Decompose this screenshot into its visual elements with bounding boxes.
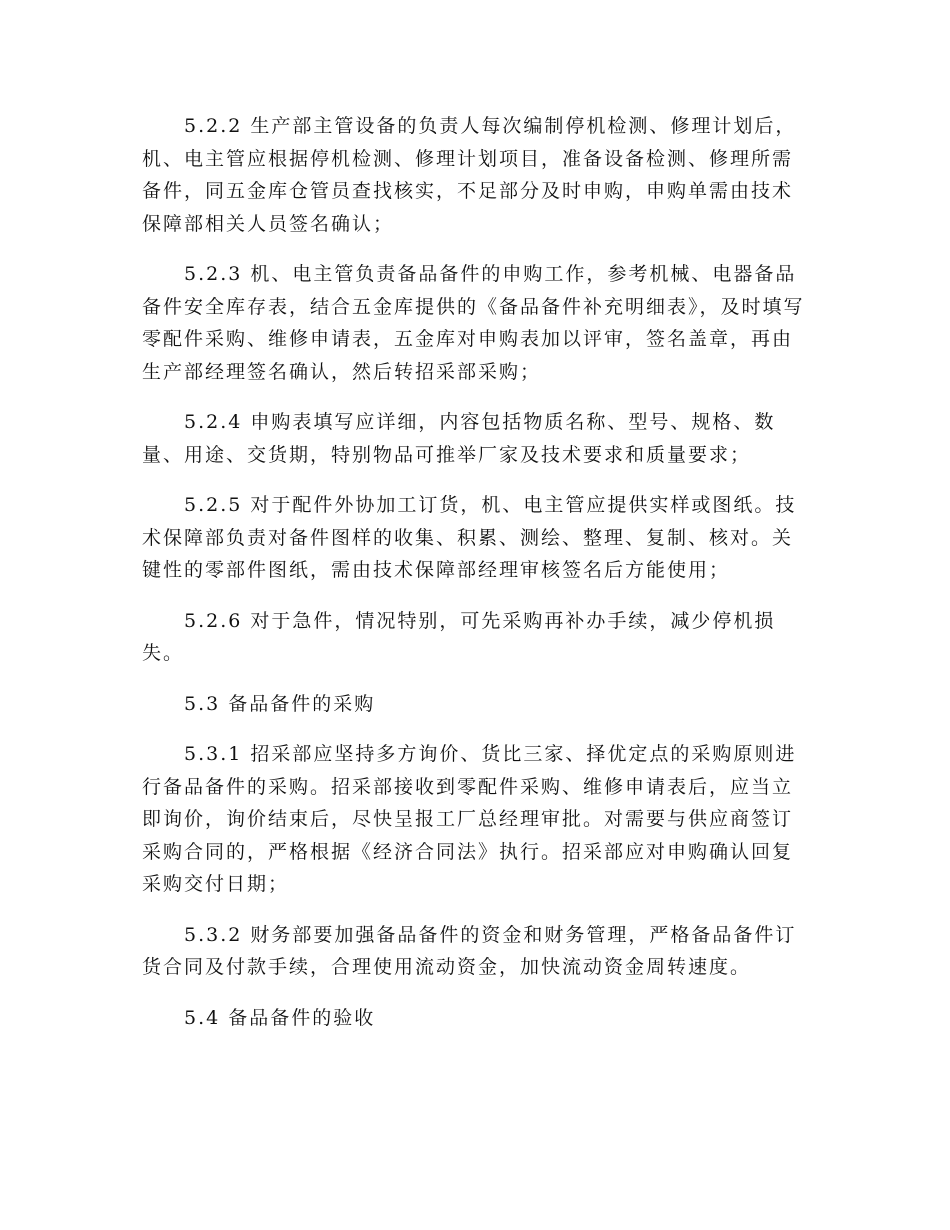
section-heading-5-3: 5.3 备品备件的采购 [184, 692, 376, 715]
paragraph-5-2-5: 5.2.5 对于配件外协加工订货，机、电主管应提供实样或图纸。技术保障部负责对备件图样的收集、积累、测绘、整理、复制、核对。关键性的零部件图纸，需由技术保障部经理审核签名后方能使用； [142, 494, 797, 581]
paragraph-5-2-4: 5.2.4 申购表填写应详细，内容包括物质名称、型号、规格、数量、用途、交货期，特别物品可推举厂家及技术要求和质量要求； [142, 411, 776, 466]
paragraph-5-2-2: 5.2.2 生产部主管设备的负责人每次编制停机检测、修理计划后，机、电主管应根据停机检测、修理计划项目，准备设备检测、修理所需备件，同五金库仓管员查找核实，不足部分及时申购，申购单需由技术保障部相关人员签名确认； [142, 115, 797, 235]
paragraph-5-2-6: 5.2.6 对于急件，情况特别，可先采购再补办手续，减少停机损失。 [142, 609, 776, 664]
document-body [142, 110, 810, 1052]
paragraph-5-2-3: 5.2.3 机、电主管负责备品备件的申购工作，参考机械、电器备品备件安全库存表，结合五金库提供的《备品备件补充明细表》，及时填写零配件采购、维修申请表，五金库对申购表加以评审，签名盖章，再由生产部经理签名确认，然后转招采部采购； [142, 263, 805, 383]
paragraph-5-3-1: 5.3.1 招采部应坚持多方询价、货比三家、择优定点的采购原则进行备品备件的采购。招采部接收到零配件采购、维修申请表后，应当立即询价，询价结束后，尽快呈报工厂总经理审批。对需要与供应商签订采购合同的，严格根据《经济合同法》执行。招采部应对申购确认回复采购交付日期； [142, 743, 797, 895]
section-heading-5-4: 5.4 备品备件的验收 [184, 1006, 376, 1029]
paragraph-5-3-2: 5.3.2 财务部要加强备品备件的资金和财务管理，严格备品备件订货合同及付款手续，合理使用流动资金，加快流动资金周转速度。 [142, 923, 797, 978]
